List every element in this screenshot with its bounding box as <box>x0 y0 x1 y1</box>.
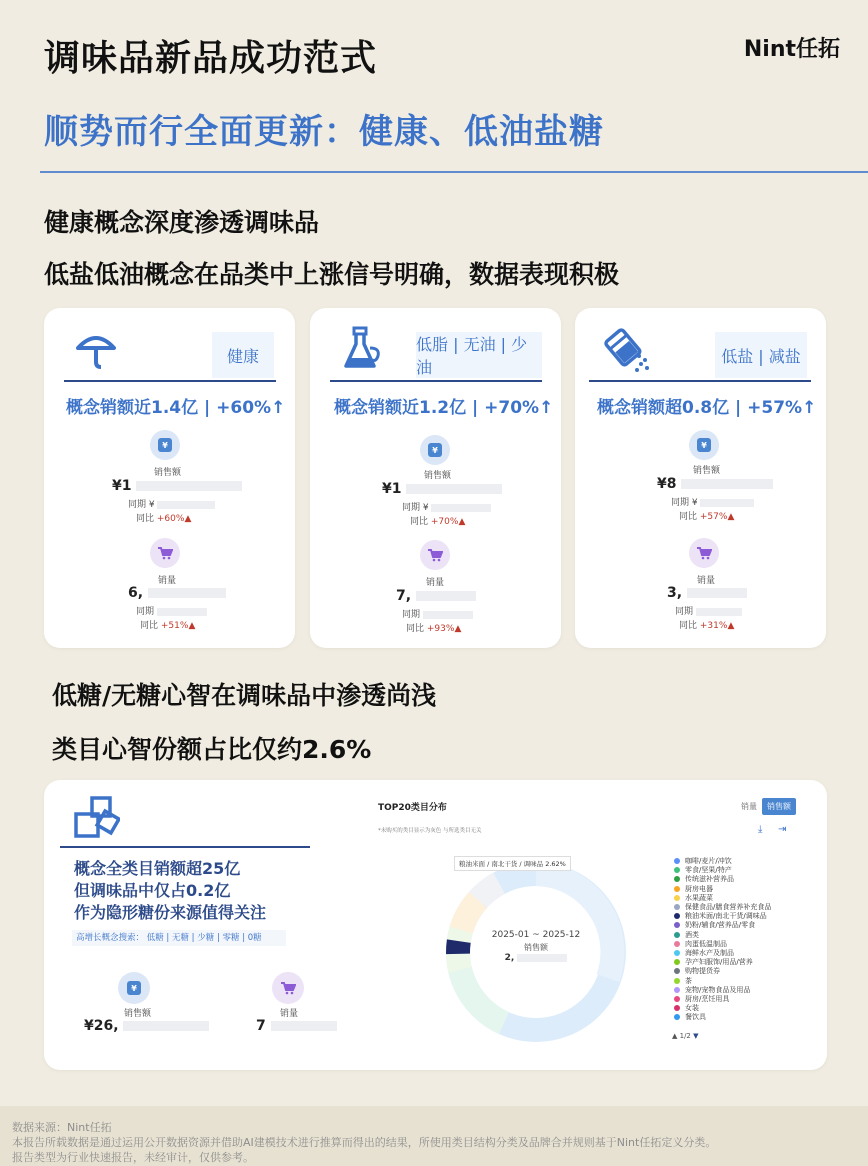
legend-swatch <box>674 968 680 974</box>
legend-label: 保健食品/膳食营养补充食品 <box>685 903 772 911</box>
volume-label: 销量 <box>697 576 716 586</box>
chart-center-date: 2025-01 ~ 2025-12 <box>491 930 581 940</box>
sales-icon: ¥ <box>420 435 450 465</box>
blocks-icon <box>72 794 120 844</box>
legend-label: 咖啡/麦片/冲饮 <box>685 857 732 865</box>
section1-heading: 健康概念深度渗透调味品 <box>44 208 320 237</box>
legend-label: 餐饮具 <box>685 1013 706 1022</box>
concept-card-low-oil <box>310 308 561 648</box>
volume-value: 3, <box>667 585 747 601</box>
section2-subheading: 类目心智份额占比仅约2.6% <box>52 735 372 764</box>
toggle-volume[interactable]: 销量 <box>741 802 757 811</box>
concept-card-health <box>44 308 295 648</box>
legend-label: 厨房/烹饪用具 <box>685 995 730 1003</box>
chart-title: TOP20类目分布 <box>378 803 447 813</box>
legend-pager[interactable]: ▲ 1/2 ▼ <box>672 1032 699 1040</box>
footer-source: 数据来源：Nint任拓 <box>12 1121 112 1134</box>
oil-bottle-icon <box>340 324 384 376</box>
legend-label: 孕产妇服饰/用品/营养 <box>685 958 753 967</box>
legend-swatch <box>674 904 680 910</box>
sugar-panel <box>44 780 827 1070</box>
card-divider <box>589 380 811 382</box>
legend-swatch <box>674 996 680 1002</box>
legend-label: 宠物/宠物食品及用品 <box>685 985 751 994</box>
legend-swatch <box>674 876 680 882</box>
sales-label: 销售额 <box>154 468 182 478</box>
sales-value: ¥26, <box>84 1018 209 1034</box>
concept-stat: 概念销额近1.2亿 | +70%↑ <box>334 398 554 418</box>
legend-swatch <box>674 922 680 928</box>
concept-card-low-salt <box>575 308 826 648</box>
page-subtitle: 顺势而行全面更新：健康、低油盐糖 <box>44 112 604 152</box>
download-icon[interactable]: ⤓ <box>758 824 763 835</box>
concept-stat: 概念销额超0.8亿 | +57%↑ <box>597 398 817 418</box>
legend-swatch <box>674 941 680 947</box>
concept-tag: 低盐 | 减盐 <box>715 332 807 378</box>
volume-label: 销量 <box>426 578 445 588</box>
sales-label: 销售额 <box>424 471 452 481</box>
card-divider <box>330 380 542 382</box>
legend-label: 奶粉/辅食/营养品/零食 <box>685 921 756 930</box>
toggle-sales[interactable]: 销售额 <box>762 798 796 815</box>
legend-swatch <box>674 932 680 938</box>
section2-heading: 低糖/无糖心智在调味品中渗透尚浅 <box>52 681 437 710</box>
legend-label: 肉蛋低温制品 <box>685 939 727 948</box>
volume-value: 6, <box>128 585 226 601</box>
umbrella-icon <box>74 326 118 374</box>
cart-icon <box>150 538 180 568</box>
legend-label: 茶 <box>685 976 692 985</box>
sales-label: 销售额 <box>124 1009 152 1019</box>
volume-yoy: 同比 +31%▲ <box>679 621 735 631</box>
footer <box>0 1106 868 1166</box>
legend-swatch <box>674 1005 680 1011</box>
sugar-text-1: 概念全类目销额超25亿 <box>74 859 241 878</box>
brand-logo: Nint任拓 <box>743 37 840 62</box>
section1-subheading: 低盐低油概念在品类中上涨信号明确，数据表现积极 <box>44 260 620 289</box>
chart-center-label: 销售额 <box>524 943 548 952</box>
legend-label: 零食/坚果/特产 <box>685 866 732 875</box>
footer-disclaimer: 本报告所载数据是通过运用公开数据资源并借助AI建模技术进行推算而得出的结果，所使用类目结构分类及品牌合并规则基于Nint任拓定义分类。 <box>12 1136 717 1149</box>
legend-label: 购物提货券 <box>685 967 720 976</box>
chart-center-value: 2, <box>464 953 608 963</box>
metric-toggle[interactable] <box>736 798 796 815</box>
chart-note: *未购买的类目显示为灰色 与所选类目无关 <box>378 828 482 834</box>
legend-swatch <box>674 1014 680 1020</box>
sugar-text-3: 作为隐形糖份来源值得关注 <box>74 903 267 922</box>
legend-swatch <box>674 867 680 873</box>
legend-swatch <box>674 886 680 892</box>
salt-shaker-icon <box>603 326 653 378</box>
donut-slice-health <box>478 883 499 900</box>
legend-swatch <box>674 950 680 956</box>
volume-value: 7 <box>256 1018 337 1034</box>
concept-stat: 概念销额近1.4亿 | +60%↑ <box>66 398 286 418</box>
cart-icon <box>272 972 304 1004</box>
sales-yoy: 同比 +57%▲ <box>679 512 735 522</box>
volume-label: 销量 <box>158 576 177 586</box>
sugar-text-2: 但调味品中仅占0.2亿 <box>74 881 231 900</box>
concept-tag: 低脂 | 无油 | 少油 <box>416 332 542 378</box>
donut-slice-grain <box>458 941 459 954</box>
page-title: 调味品新品成功范式 <box>44 38 378 79</box>
sales-value: ¥1 <box>382 481 502 497</box>
cart-icon <box>689 538 719 568</box>
legend-label: 传统滋补营养品 <box>685 875 734 884</box>
legend-label: 厨房电器 <box>685 884 713 893</box>
volume-prev: 同期 <box>402 607 473 620</box>
sugar-divider <box>60 846 310 848</box>
legend-swatch <box>674 913 680 919</box>
cart-icon <box>420 540 450 570</box>
sales-prev: 同期 ¥ <box>671 495 754 508</box>
volume-yoy: 同比 +51%▲ <box>140 621 196 631</box>
legend-swatch <box>674 858 680 864</box>
volume-prev: 同期 <box>136 604 207 617</box>
sales-icon: ¥ <box>118 972 150 1004</box>
legend-label: 水果蔬菜 <box>685 893 713 902</box>
card-divider <box>64 380 276 382</box>
sales-value: ¥8 <box>657 476 773 492</box>
sales-value: ¥1 <box>112 478 242 494</box>
legend-swatch <box>674 959 680 965</box>
concept-tag: 健康 <box>212 332 274 378</box>
volume-yoy: 同比 +93%▲ <box>406 624 462 634</box>
sugar-keywords: 高增长概念搜索： 低糖 | 无糖 | 少糖 | 零糖 | 0糖 <box>72 930 286 946</box>
legend-swatch <box>674 895 680 901</box>
legend-label: 酒类 <box>685 930 699 939</box>
sales-label: 销售额 <box>693 466 721 476</box>
sales-yoy: 同比 +70%▲ <box>410 517 466 527</box>
volume-label: 销量 <box>280 1009 299 1019</box>
footer-note: 报告类型为行业快速报告，未经审计，仅供参考。 <box>12 1151 254 1164</box>
legend-label: 海鲜水产及制品 <box>685 949 734 957</box>
donut-slice-snacks <box>460 970 504 1023</box>
chart-tooltip: 粮油米面 / 南北干货 / 调味品 2.62% <box>454 856 571 871</box>
sales-icon: ¥ <box>150 430 180 460</box>
header-divider <box>40 171 868 173</box>
volume-value: 7, <box>396 588 476 604</box>
sales-icon: ¥ <box>689 430 719 460</box>
legend-swatch <box>674 978 680 984</box>
legend-label: 女装 <box>685 1004 699 1013</box>
sales-prev: 同期 ¥ <box>128 497 215 510</box>
sales-prev: 同期 ¥ <box>402 500 491 513</box>
export-icon[interactable]: ⇥ <box>778 824 787 835</box>
sales-yoy: 同比 +60%▲ <box>136 514 192 524</box>
volume-prev: 同期 <box>675 604 742 617</box>
legend-swatch <box>674 987 680 993</box>
legend-item[interactable] <box>674 1012 706 1022</box>
legend-label: 粮油米面/南北干货/调味品 <box>685 912 767 921</box>
